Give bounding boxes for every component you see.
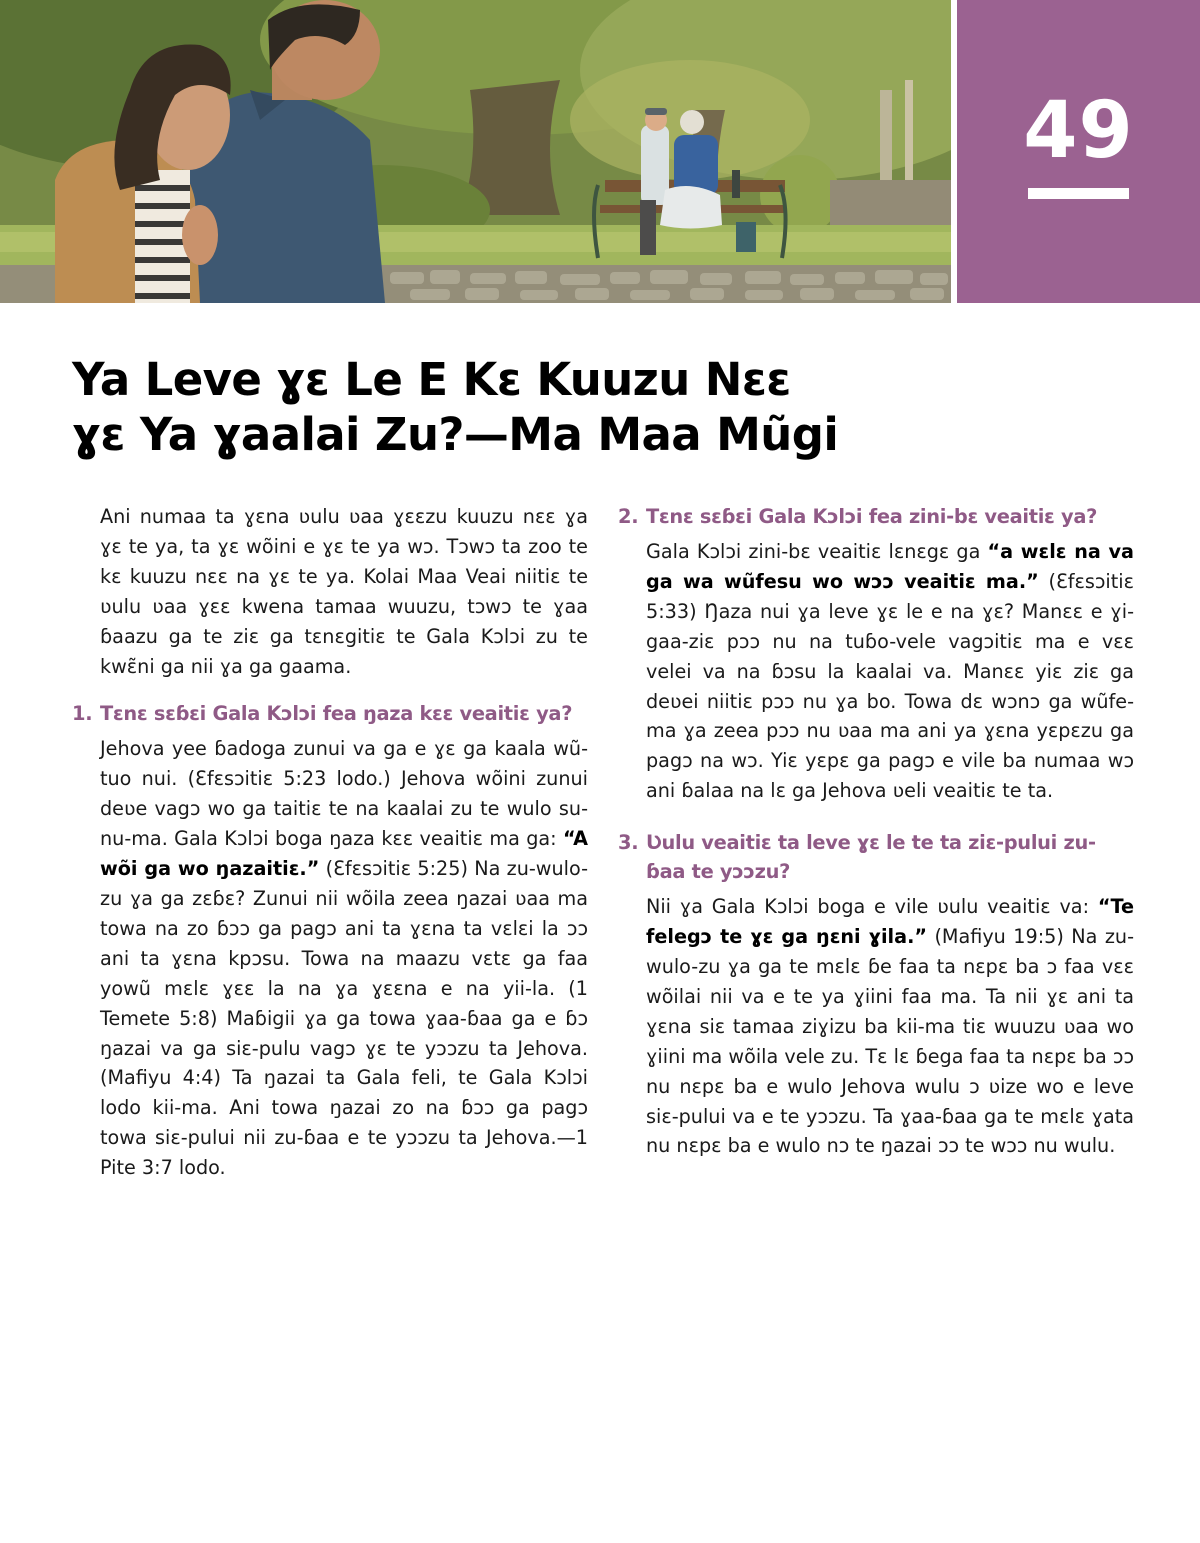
- page-title-line-1: Ya Leve ɣɛ Le E Kɛ Kuuzu Nɛɛ: [72, 353, 791, 406]
- right-column: [618, 502, 1134, 1183]
- section-1-question-text: Tɛnɛ sɛɓɛi Gala Kɔlɔi fea ŋaza kɛɛ veaitiɛ ya?: [100, 702, 573, 726]
- section-2-paragraph: [618, 537, 1134, 806]
- section-2-text-after: (Ɛfɛsɔitiɛ 5:33) Ŋaza nui ɣa leve ɣɛ le e na ɣɛ? Manɛɛ e ɣi-gaa-ziɛ pɔɔ nu na tuɓo-vele vagɔitiɛ ma e vɛɛ velei va na ɓɔsu la kaalai va. Manɛɛ yiɛ ziɛ ga deʋei niitiɛ pɔɔ nu ɣa bo. Towa dɛ wɔnɔ ga wũfe-ma ɣa zeea pɔɔ nu ʋaa ma ani ya ɣɛna yɛpɛzu ga pagɔ na wɔ. Yiɛ yɛpɛ ga pagɔ e vile ba numaa wɔ ani ɓalaa na lɛ ga Jehova ʋeli veaitiɛ te ta.: [646, 569, 1134, 803]
- section-3-text-before: Nii ɣa Gala Kɔlɔi boga e vile ʋulu veaitiɛ va:: [646, 895, 1098, 919]
- section-2-number: 2.: [618, 505, 639, 528]
- section-3: [618, 828, 1134, 1161]
- park-scene-illustration: [0, 0, 951, 303]
- section-2-text-before: Gala Kɔlɔi zini-bɛ veaitiɛ lɛnɛgɛ ga: [646, 540, 988, 563]
- section-2-scripture-quote: “a wɛlɛ na va ga wa wũfesu wo wɔɔ veaitiɛ ma.”: [646, 540, 1134, 593]
- section-1-question: [72, 699, 588, 728]
- lesson-number-underline: [1028, 188, 1129, 199]
- section-3-paragraph: [618, 892, 1134, 1161]
- lesson-number: 49: [1023, 86, 1134, 176]
- section-1-paragraph: [72, 734, 588, 1183]
- section-1-text-after: (Ɛfɛsɔitiɛ 5:25) Na zu-wulo-zu ɣa ga zɛɓɛ? Zunui nii wõila zeea ŋazai ʋaa ma towa na zo ɓɔɔ ga pagɔ ani ta ɣɛna ta vɛlɛi la ɔɔ ani ta ɣɛna kpɔsu. Towa na maazu vɛtɛ ga faa yowũ mɛlɛ ɣɛɛ la na ɣa ɣɛɛna e na yii-la. (1 Temete 5:8) Maɓigii ɣa ga towa ɣaa-ɓaa ga e ɓɔ ŋazai va ga siɛ-pulu vagɔ ɣɛ te yɔɔzu ta Jehova. (Mafiyu 4:4) Ta ŋazai ta Gala feli, te Gala Kɔlɔi lodo kii-ma. Ani towa ŋazai zo na ɓɔɔ ga pagɔ towa siɛ-pului nii zu-ɓaa e te yɔɔzu ta Jehova.—1 Pite 3:7 lodo.: [100, 857, 588, 1180]
- section-3-number: 3.: [618, 831, 639, 855]
- section-2-question-text: Tɛnɛ sɛɓɛi Gala Kɔlɔi fea zini-bɛ veaitiɛ ya?: [646, 505, 1098, 528]
- section-3-text-after: (Mafiyu 19:5) Na zu-wulo-zu ɣa ga te mɛlɛ ɓe faa ta nɛpɛ ba ɔ faa vɛɛ wõilai nii va e te ya ɣiini faa ma. Ta nii ɣɛ ani ta ɣɛna siɛ tamaa ziɣizu ba kii-ma tiɛ wuuzu ʋaa wo ɣiini ma wõila vele zu. Tɛ lɛ ɓega faa ta nɛpɛ ba ɔɔ nu nɛpɛ ba e wulo Jehova wulu ɔ ʋize wo e leve siɛ-pului va e te yɔɔzu. Ta ɣaa-ɓaa ga te mɛlɛ ɣata nu nɛpɛ ba e wulo nɔ te ŋazai ɔɔ te wɔɔ nu wulu.: [646, 925, 1134, 1158]
- section-3-question-text: Ʋulu veaitiɛ ta leve ɣɛ le te ta ziɛ-pului zu-ɓaa te yɔɔzu?: [646, 831, 1096, 884]
- left-column: [72, 502, 588, 1205]
- section-2: [618, 502, 1134, 806]
- section-3-question: [618, 828, 1134, 886]
- section-1-scripture-quote: “A wõi ga wo ŋazaitiɛ.”: [100, 827, 588, 881]
- hero-photo: [0, 0, 951, 303]
- page-title-line-2: ɣɛ Ya ɣaalai Zu?—Ma Maa Mũgi: [72, 408, 839, 461]
- intro-paragraph: Ani numaa ta ɣɛna ʋulu ʋaa ɣɛɛzu kuuzu nɛɛ ɣa ɣɛ te ya, ta ɣɛ wõini e ɣɛ te ya wɔ. Tɔwɔ ta zoo te kɛ kuuzu nɛɛ na ɣɛ te ya. Kolai Maa Veai niitiɛ te ʋulu ʋaa ɣɛɛ kwena tamaa wuuzu, tɔwɔ te ɣaa ɓaazu ga te ziɛ ga tɛnɛgitiɛ te Gala Kɔlɔi zu te kwɛ̃ni ga nii ɣa ga gaama.: [100, 505, 588, 678]
- section-2-question: [618, 502, 1134, 531]
- section-1: [72, 699, 588, 1183]
- lesson-number-badge: [957, 0, 1200, 303]
- section-3-scripture-quote: “Te felegɔ te ɣɛ ga ŋɛni ɣila.”: [646, 895, 1134, 949]
- section-1-number: 1.: [72, 702, 93, 726]
- section-1-text-before: Jehova yee ɓadoga zunui va ga e ɣɛ ga kaala wũ-tuo nui. (Ɛfɛsɔitiɛ 5:23 lodo.) Jehova wõini zunui deʋe vagɔ wo ga taitiɛ te na kaalai zu te wulo su-nu-ma. Gala Kɔlɔi boga ŋaza kɛɛ veaitiɛ ma ga:: [100, 737, 588, 851]
- page-title: [72, 352, 972, 462]
